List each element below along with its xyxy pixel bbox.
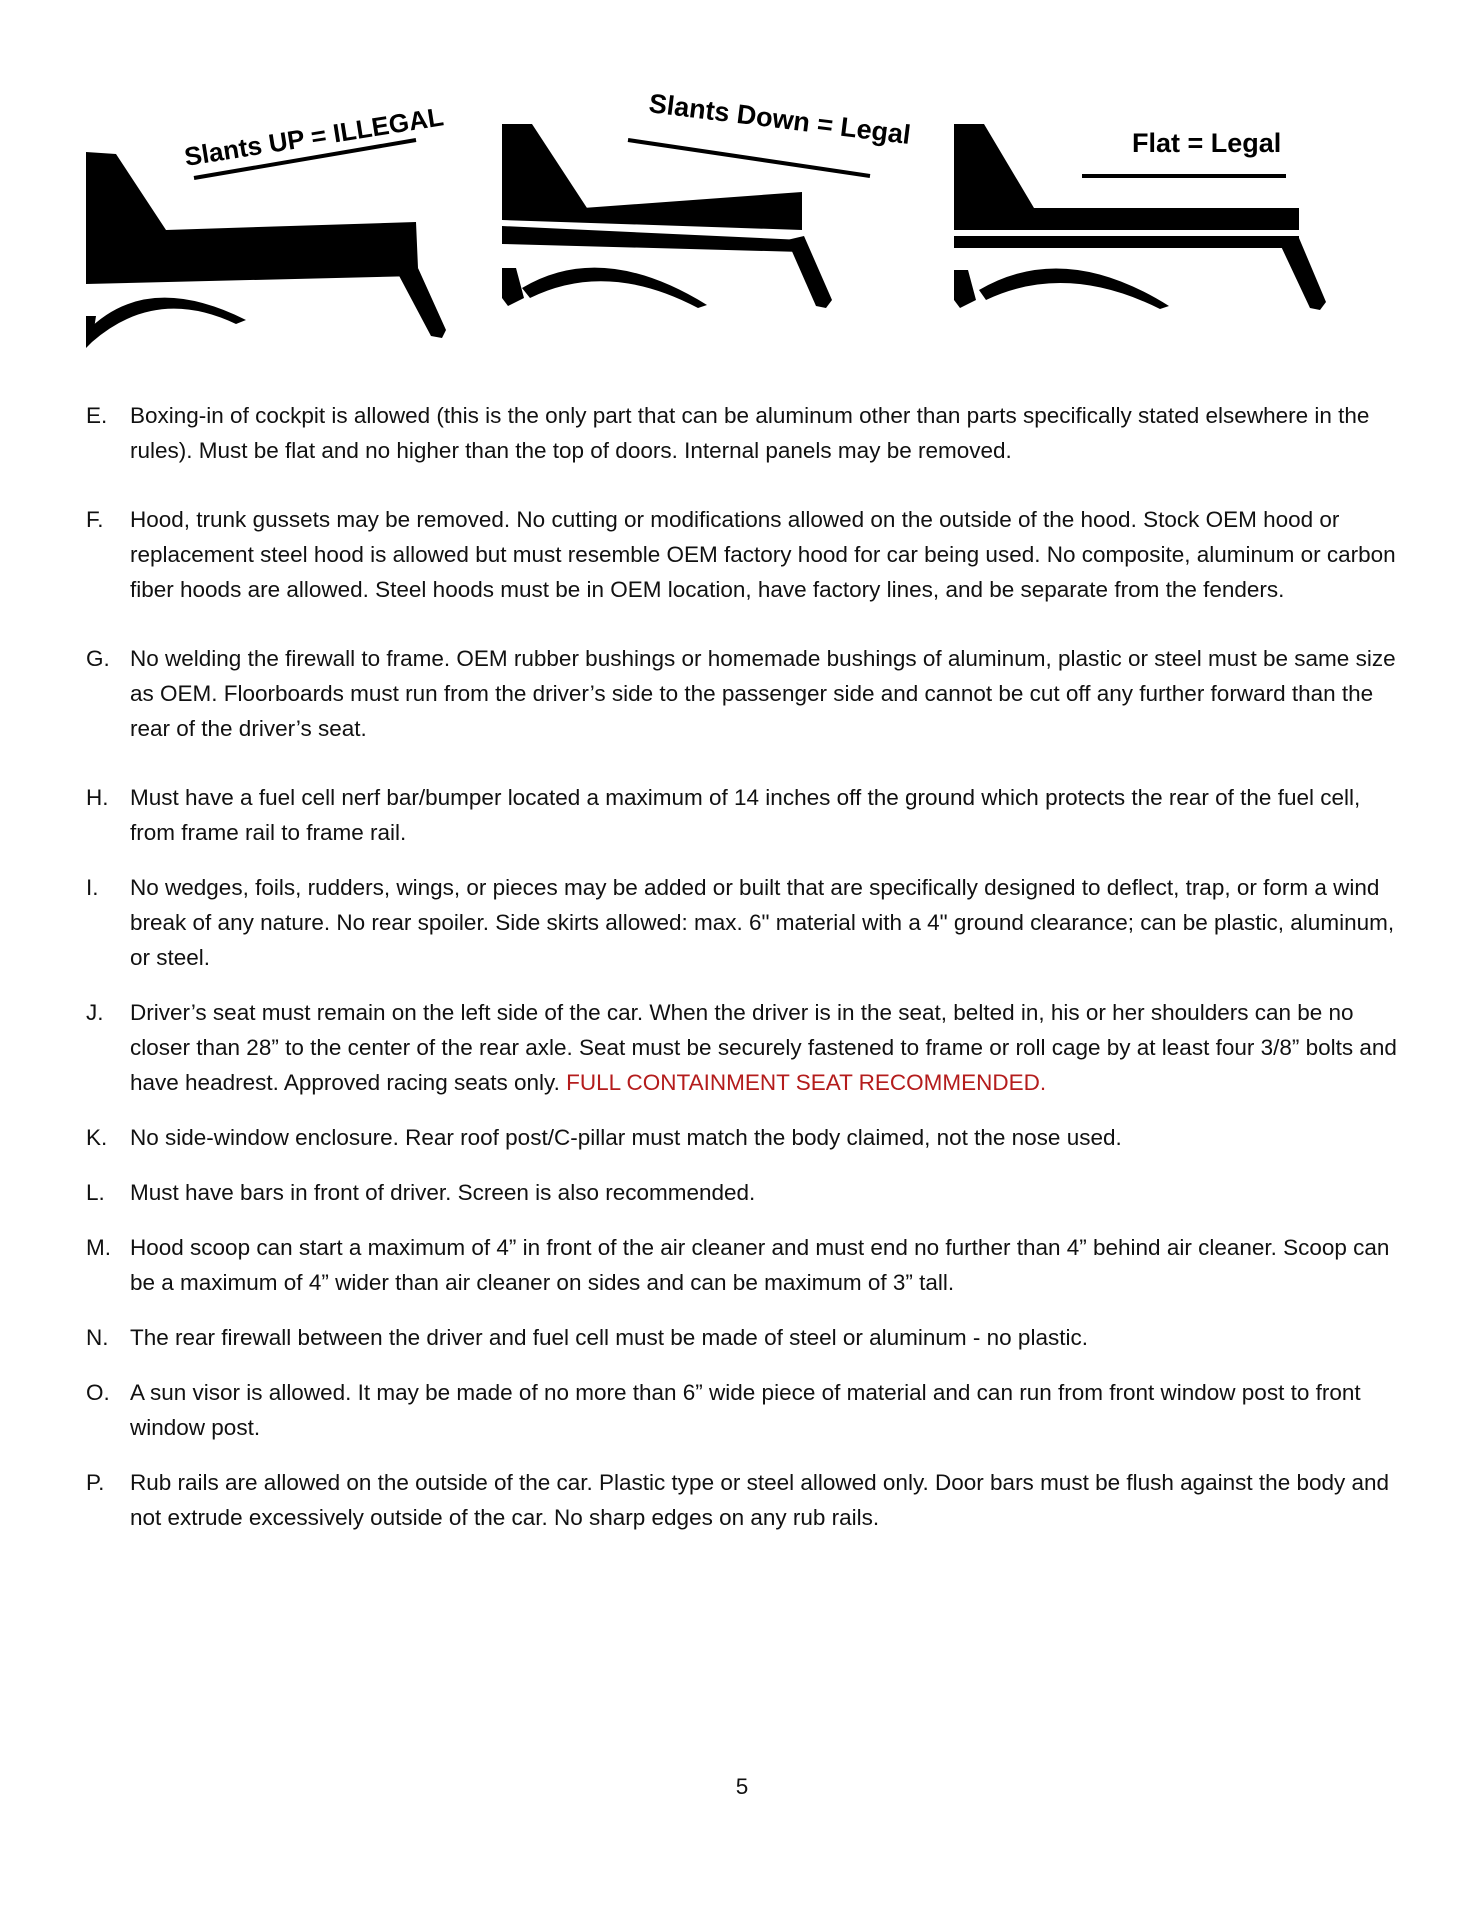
rule-letter: N. xyxy=(86,1325,109,1350)
rule-letter: G. xyxy=(86,646,110,671)
rule-letter: H. xyxy=(86,785,109,810)
rule-letter: K. xyxy=(86,1125,108,1150)
rule-text: Hood scoop can start a maximum of 4” in front of the air cleaner and must end no further than 4” behind air cleaner. Scoop can be a maximum of 4” wider than air cleaner on sides and can be maximum of 3” tall. xyxy=(130,1235,1390,1295)
rule-i xyxy=(86,870,1406,975)
rule-text: A sun visor is allowed. It may be made of no more than 6” wide piece of material and can run from front window post to front window post. xyxy=(130,1380,1361,1440)
rule-letter: M. xyxy=(86,1235,111,1260)
deck-line-slants-down xyxy=(628,140,870,176)
rules-list xyxy=(86,398,1406,1535)
rule-o xyxy=(86,1375,1406,1445)
rule-letter: F. xyxy=(86,507,104,532)
rule-e xyxy=(86,398,1406,468)
diagram-slants-down xyxy=(502,80,913,350)
rule-j xyxy=(86,995,1406,1100)
rule-letter: I. xyxy=(86,875,99,900)
rule-text: No welding the firewall to frame. OEM rubber bushings or homemade bushings of aluminum, plastic or steel must be same size as OEM. Floorboards must run from the driver’s side to the passenger side and cannot be cut off any further forward than the rear of the driver’s seat. xyxy=(130,646,1396,741)
rule-text: Must have a fuel cell nerf bar/bumper located a maximum of 14 inches off the ground which protects the rear of the fuel cell, from frame rail to frame rail. xyxy=(130,785,1361,845)
rule-m xyxy=(86,1230,1406,1300)
rule-text: The rear firewall between the driver and fuel cell must be made of steel or aluminum - no plastic. xyxy=(130,1325,1088,1350)
page-number: 5 xyxy=(735,1774,749,1799)
rule-p xyxy=(86,1465,1406,1535)
rule-g xyxy=(86,641,1406,746)
rule-letter: E. xyxy=(86,403,108,428)
diagram-slants-up xyxy=(86,80,446,350)
rule-text: Boxing-in of cockpit is allowed (this is the only part that can be aluminum other than parts specifically stated elsewhere in the rules). Must be flat and no higher than the top of doors. Internal panels may be removed. xyxy=(130,403,1370,463)
rule-text: Driver’s seat must remain on the left side of the car. When the driver is in the seat, belted in, his or her shoulders can be no closer than 28” to the center of the rear axle. Seat must be securely fastened to frame or roll cage by at least four 3/8” bolts and have headrest. Approved racing seats only. xyxy=(130,1000,1397,1095)
diagram-label-slants-down: Slants Down = Legal xyxy=(647,88,913,151)
car-silhouette-slants-down xyxy=(502,124,832,308)
rule-n xyxy=(86,1320,1406,1355)
rule-text: Rub rails are allowed on the outside of the car. Plastic type or steel allowed only. Door bars must be flush against the body and not extrude excessively outside of the car. No sharp edges on any rub rails. xyxy=(130,1470,1390,1530)
rule-letter: P. xyxy=(86,1470,105,1495)
diagram-flat xyxy=(954,80,1354,350)
rule-f xyxy=(86,502,1406,607)
rule-letter: J. xyxy=(86,1000,104,1025)
rule-k xyxy=(86,1120,1406,1155)
rule-letter: L. xyxy=(86,1180,105,1205)
deck-angle-diagrams xyxy=(86,80,1346,350)
rule-text: No wedges, foils, rudders, wings, or pieces may be added or built that are specifically designed to deflect, trap, or form a wind break of any nature. No rear spoiler. Side skirts allowed: max. 6" material with a 4" ground clearance; can be plastic, aluminum, or steel. xyxy=(130,875,1395,970)
rule-h xyxy=(86,780,1406,850)
rule-l xyxy=(86,1175,1406,1210)
car-silhouette-slants-up xyxy=(86,152,446,348)
seat-recommendation-emphasis: FULL CONTAINMENT SEAT RECOMMENDED. xyxy=(566,1070,1047,1095)
diagram-label-slants-up: Slants UP = ILLEGAL xyxy=(182,101,446,172)
diagram-label-flat: Flat = Legal xyxy=(1132,128,1282,158)
rule-text: Hood, trunk gussets may be removed. No cutting or modifications allowed on the outside of the hood. Stock OEM hood or replacement steel hood is allowed but must resemble OEM factory hood for car being used. No composite, aluminum or carbon fiber hoods are allowed. Steel hoods must be in OEM location, have factory lines, and be separate from the fenders. xyxy=(130,507,1396,602)
rule-text: Must have bars in front of driver. Screen is also recommended. xyxy=(130,1180,756,1205)
rule-text: No side-window enclosure. Rear roof post/C-pillar must match the body claimed, not the nose used. xyxy=(130,1125,1122,1150)
rule-letter: O. xyxy=(86,1380,110,1405)
